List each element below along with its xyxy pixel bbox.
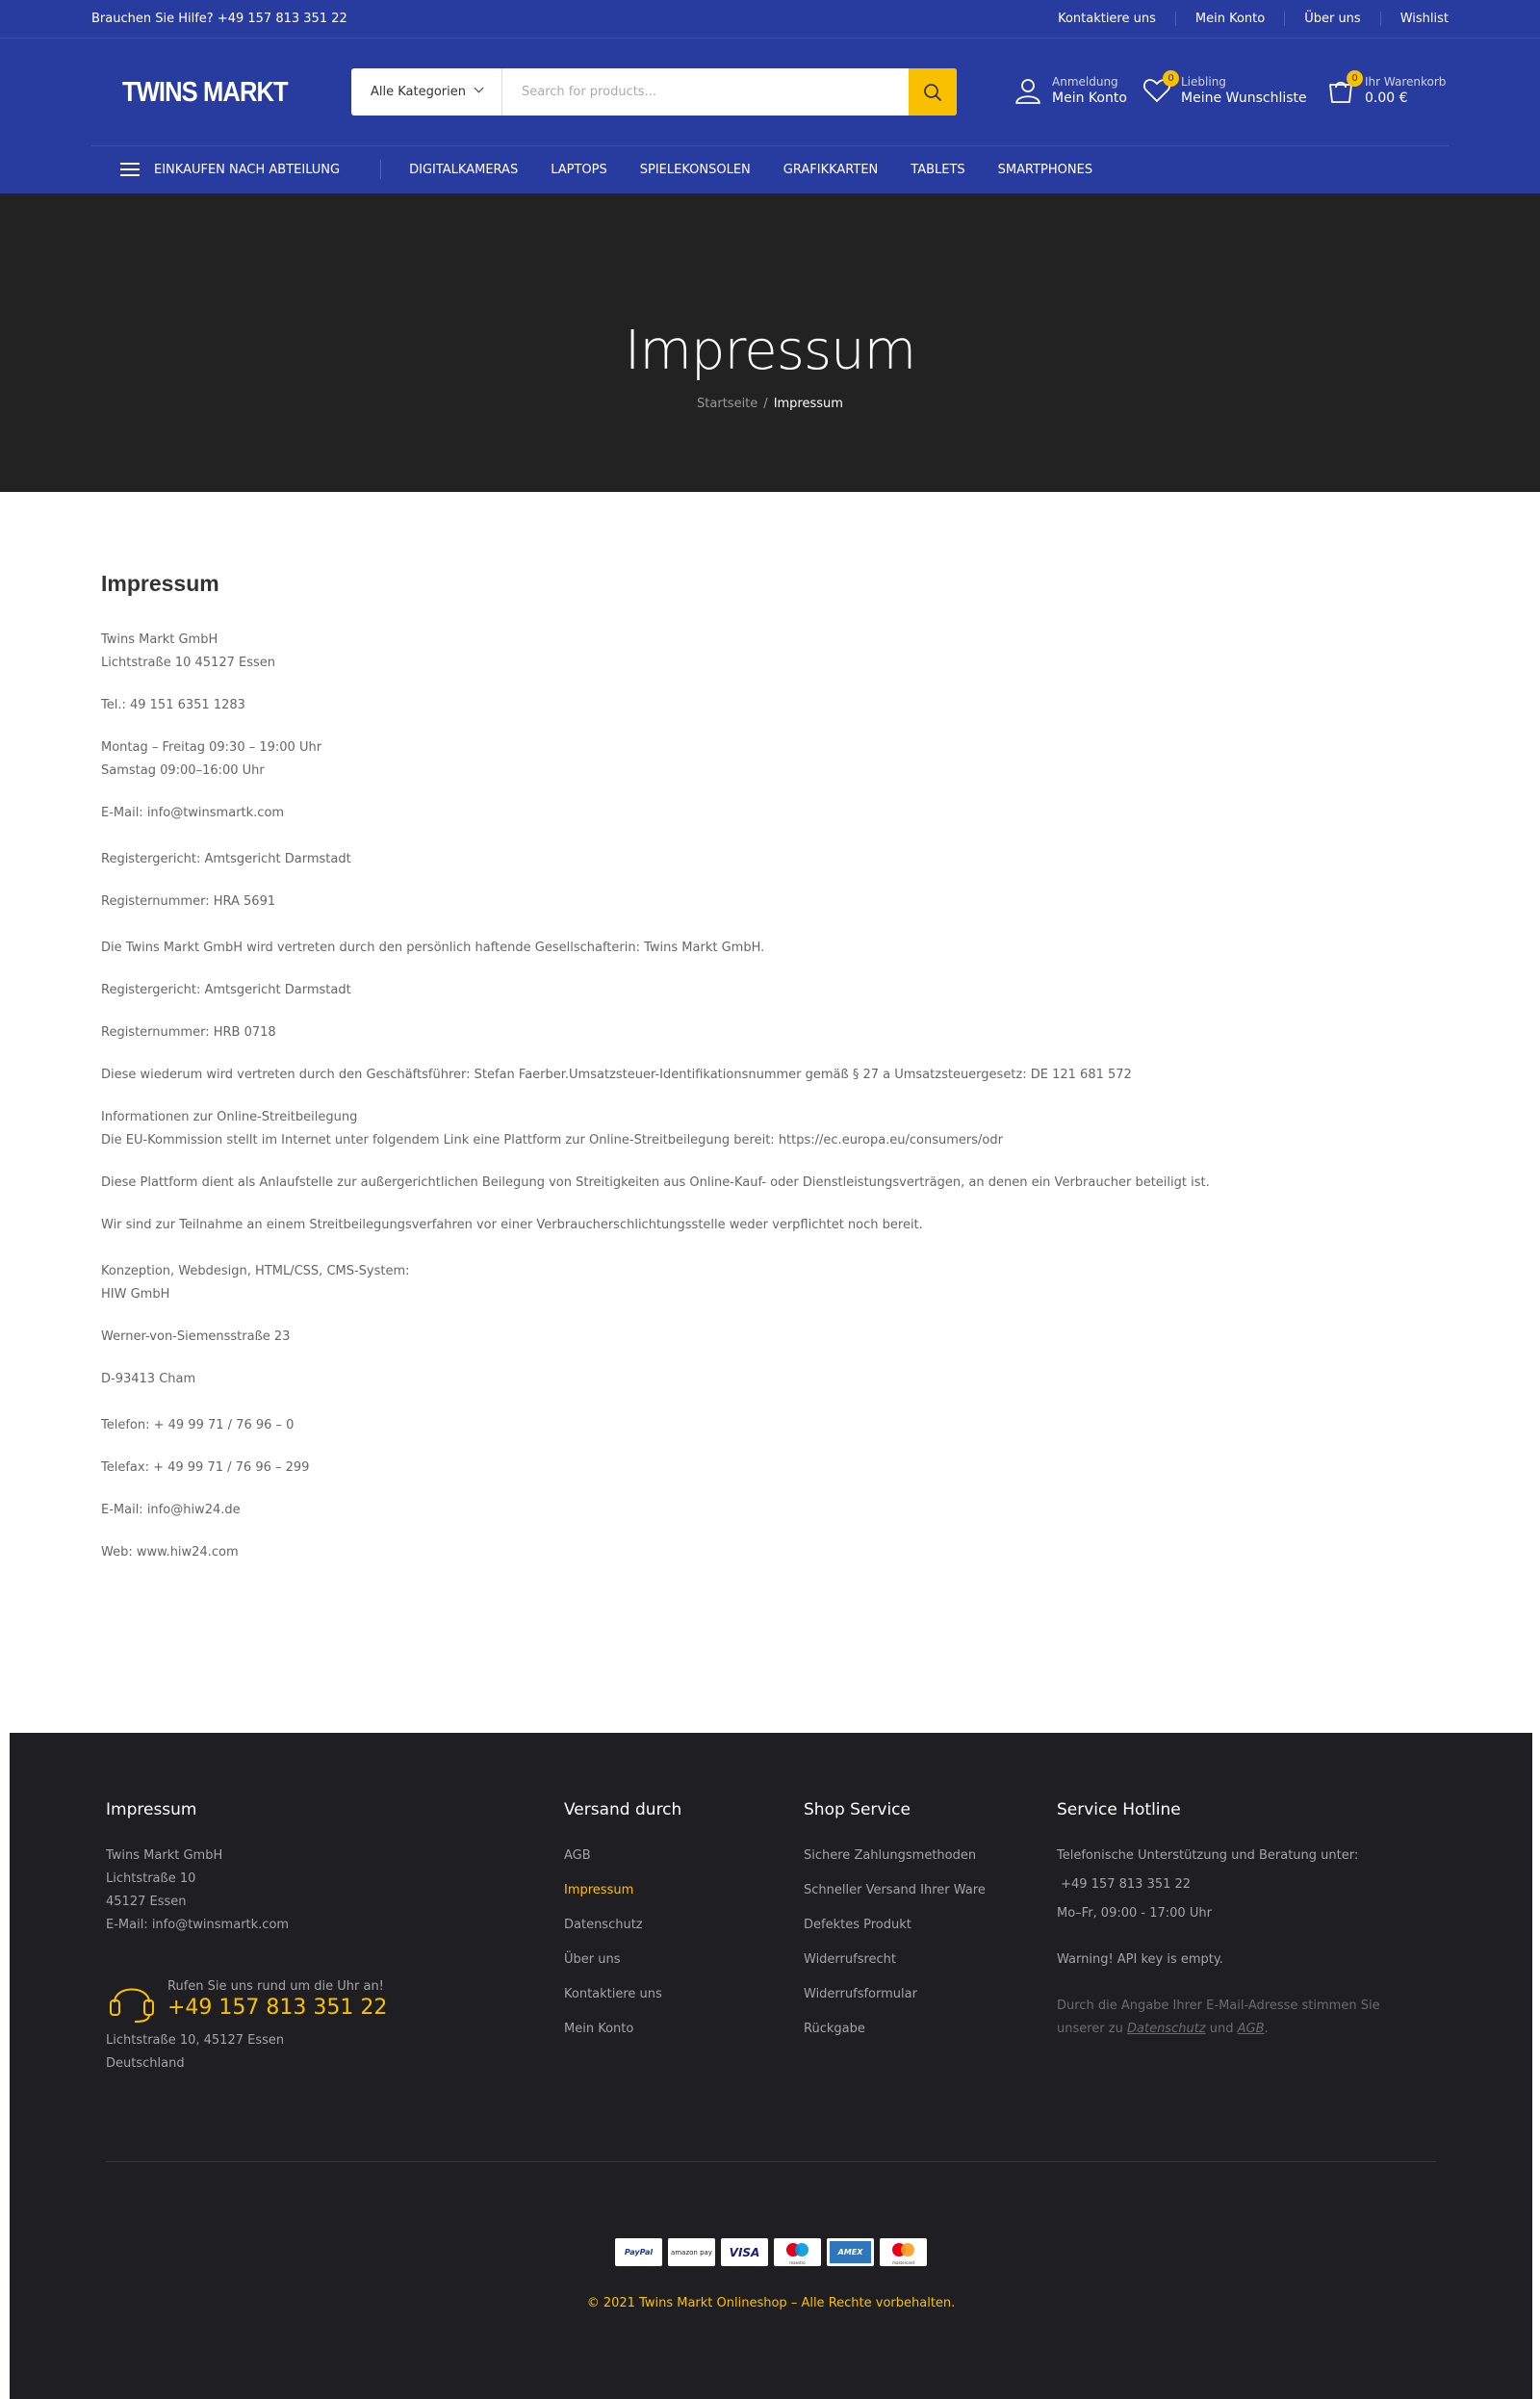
footer-link-shipping[interactable]: Schneller Versand Ihrer Ware	[804, 1883, 986, 1897]
account-link[interactable]	[1014, 74, 1127, 107]
footer-link-withdrawal-form[interactable]: Widerrufsformular	[804, 1987, 917, 2001]
footer-link-about[interactable]: Über uns	[564, 1952, 621, 1967]
wishlist-link[interactable]	[1142, 74, 1307, 107]
register-number-1: Registernummer: HRA 5691	[101, 894, 276, 909]
concept-title: Konzeption, Webdesign, HTML/CSS, CMS-System:	[101, 1264, 410, 1278]
concept-phone: Telefon: + 49 99 71 / 76 96 – 0	[101, 1418, 295, 1432]
footer	[10, 1733, 1532, 2399]
company-address: Lichtstraße 10 45127 Essen	[101, 656, 275, 670]
nav-item-laptops[interactable]: LAPTOPS	[551, 162, 607, 177]
copyright: © 2021 Twins Markt Onlineshop – Alle Rechte vorbehalten.	[586, 2296, 956, 2310]
amazon-pay-icon: amazon pay	[668, 2238, 715, 2266]
department-label: EINKAUFEN NACH ABTEILUNG	[154, 162, 341, 177]
footer-link-contact[interactable]: Kontaktiere uns	[564, 1987, 662, 2001]
footer-link-datenschutz[interactable]: Datenschutz	[564, 1918, 643, 1932]
nav-item-digitalkameras[interactable]: DIGITALKAMERAS	[409, 162, 519, 177]
footer-versand-title: Versand durch	[564, 1800, 682, 1819]
nav-item-grafikkarten[interactable]: GRAFIKKARTEN	[783, 162, 879, 177]
concept-block	[101, 1260, 1540, 1306]
headset-icon	[106, 1973, 158, 2025]
top-link-contact[interactable]: Kontaktiere uns	[1058, 12, 1156, 26]
newsletter-consent	[1057, 1995, 1403, 2041]
cart-total: 0.00 €	[1365, 90, 1408, 106]
breadcrumb-separator: /	[763, 397, 768, 411]
odr-title: Informationen zur Online-Streitbeilegung	[101, 1110, 358, 1124]
account-big: Mein Konto	[1052, 90, 1127, 106]
represented-text: Die Twins Markt GmbH wird vertreten durch den persönlich haftende Gesellschafterin: Twins Markt GmbH.	[101, 941, 765, 955]
footer-link-payment[interactable]: Sichere Zahlungsmethoden	[804, 1848, 977, 1863]
managing-director-text: Diese wiederum wird vertreten durch den Geschäftsführer: Stefan Faerber.Umsatzsteuer-Identifikationsnummer gemäß § 27 a Umsatzsteuergesetz: DE 121 681 572	[101, 1068, 1132, 1082]
address-block	[101, 629, 1540, 675]
register-court-1: Registergericht: Amtsgericht Darmstadt	[101, 852, 351, 866]
page-title: Impressum	[624, 320, 916, 382]
nav-item-smartphones[interactable]: SMARTPHONES	[997, 162, 1093, 177]
footer-link-impressum[interactable]: Impressum	[564, 1883, 634, 1897]
heart-icon	[1142, 73, 1174, 105]
footer-impressum-title: Impressum	[106, 1800, 197, 1819]
footer-col-shop-service	[804, 1800, 1035, 2052]
footer-address-line: Deutschland	[106, 2056, 185, 2071]
payment-methods	[10, 2238, 1532, 2266]
api-warning: Warning! API key is empty.	[1057, 1952, 1223, 1967]
wishlist-count-badge: 0	[1163, 70, 1179, 87]
register-number-2: Registernummer: HRB 0718	[101, 1025, 276, 1040]
help-text: Brauchen Sie Hilfe? +49 157 813 351 22	[91, 12, 347, 26]
footer-link-defective[interactable]: Defektes Produkt	[804, 1918, 911, 1932]
search-button[interactable]	[909, 68, 957, 116]
email-text: E-Mail: info@twinsmartk.com	[101, 806, 285, 820]
phone-text: Tel.: 49 151 6351 1283	[101, 698, 245, 712]
main-nav	[0, 145, 1540, 193]
department-menu-button[interactable]	[120, 160, 381, 179]
hotline-number[interactable]: +49 157 813 351 22	[167, 1996, 388, 2020]
mastercard-icon: mastercard	[880, 2238, 927, 2266]
cart-link[interactable]	[1326, 74, 1446, 107]
top-bar	[0, 0, 1540, 39]
footer-link-agb[interactable]: AGB	[564, 1848, 591, 1863]
nav-item-spielekonsolen[interactable]: SPIELEKONSOLEN	[639, 162, 751, 177]
concept-street: Werner-von-Siemensstraße 23	[101, 1329, 291, 1344]
chevron-down-icon	[475, 84, 484, 93]
account-small: Anmeldung	[1052, 75, 1118, 89]
breadcrumb-home[interactable]: Startseite	[697, 397, 758, 411]
breadcrumb-current: Impressum	[773, 397, 843, 411]
main-content	[0, 492, 1540, 1733]
hours-block	[101, 736, 1540, 783]
footer-hotline	[106, 1973, 510, 2025]
service-hotline-hours: Mo–Fr, 09:00 - 17:00 Uhr	[1057, 1906, 1212, 1921]
odr-text: Die EU-Kommission stellt im Internet unter folgendem Link eine Plattform zur Online-Streitbeilegung bereit: https://ec.europa.eu/consumers/odr	[101, 1133, 1003, 1148]
service-hotline-phone: +49 157 813 351 22	[1057, 1877, 1192, 1892]
participation-text: Wir sind zur Teilnahme an einem Streitbeilegungsverfahren vor einer Verbraucherschlichtungsstelle weder verpflichtet noch bereit.	[101, 1218, 923, 1232]
odr-block	[101, 1106, 1540, 1152]
hamburger-icon	[120, 163, 140, 176]
user-icon	[1014, 76, 1042, 105]
consent-mid: und	[1209, 2022, 1234, 2036]
paypal-icon: PayPal	[615, 2238, 662, 2266]
nav-item-tablets[interactable]: TABLETS	[911, 162, 965, 177]
category-select-label: Alle Kategorien	[371, 85, 467, 99]
footer-col-versand	[564, 1800, 776, 2052]
service-hotline-line1: Telefonische Unterstützung und Beratung unter:	[1057, 1848, 1359, 1863]
footer-divider	[106, 2161, 1436, 2162]
concept-email: E-Mail: info@hiw24.de	[101, 1503, 241, 1517]
hours-weekday: Montag – Freitag 09:30 – 19:00 Uhr	[101, 740, 322, 755]
logo[interactable]: TWINS MARKT	[122, 77, 288, 108]
top-link-about[interactable]: Über uns	[1284, 12, 1380, 26]
maestro-icon: maestro	[774, 2238, 821, 2266]
footer-impressum-line: E-Mail: info@twinsmartk.com	[106, 1918, 290, 1932]
footer-address-line: Lichtstraße 10, 45127 Essen	[106, 2033, 285, 2048]
breadcrumb	[0, 397, 1540, 411]
search-input[interactable]	[502, 68, 909, 116]
visa-icon: VISA	[721, 2238, 768, 2266]
footer-service-hotline-title: Service Hotline	[1057, 1800, 1181, 1819]
footer-shop-service-title: Shop Service	[804, 1800, 911, 1819]
search-icon	[923, 83, 942, 102]
content-heading: Impressum	[101, 571, 219, 596]
footer-impressum-line: Lichtstraße 10	[106, 1871, 196, 1886]
consent-end: .	[1264, 2022, 1269, 2036]
footer-link-account[interactable]: Mein Konto	[564, 2022, 634, 2036]
concept-city: D-93413 Cham	[101, 1372, 196, 1386]
top-links	[1039, 12, 1449, 26]
cart-count-badge: 0	[1347, 70, 1363, 87]
category-select[interactable]	[351, 68, 502, 116]
header	[0, 39, 1540, 145]
search-bar	[351, 68, 957, 116]
consent-agb-link[interactable]: AGB	[1237, 2022, 1265, 2036]
footer-impressum-line: Twins Markt GmbH	[106, 1848, 223, 1863]
top-link-wishlist[interactable]: Wishlist	[1380, 12, 1449, 26]
concept-fax: Telefax: + 49 99 71 / 76 96 – 299	[101, 1460, 310, 1475]
hotline-label: Rufen Sie uns rund um die Uhr an!	[167, 1979, 384, 1994]
consent-datenschutz-link[interactable]: Datenschutz	[1127, 2022, 1206, 2036]
footer-col-impressum	[106, 1800, 510, 2076]
footer-link-withdrawal-right[interactable]: Widerrufsrecht	[804, 1952, 897, 1967]
hours-saturday: Samstag 09:00–16:00 Uhr	[101, 763, 265, 778]
page-hero	[0, 193, 1540, 492]
consent-pre: Durch die Angabe Ihrer E-Mail-Adresse stimmen Sie unserer zu	[1057, 1999, 1380, 2036]
concept-web: Web: www.hiw24.com	[101, 1545, 239, 1560]
footer-link-return[interactable]: Rückgabe	[804, 2022, 865, 2036]
top-link-account[interactable]: Mein Konto	[1175, 12, 1284, 26]
concept-company: HIW GmbH	[101, 1287, 170, 1302]
wishlist-small: Liebling	[1181, 75, 1226, 89]
wishlist-big: Meine Wunschliste	[1181, 90, 1307, 106]
amex-icon: AMEX	[827, 2238, 874, 2266]
platform-text: Diese Plattform dient als Anlaufstelle zur außergerichtlichen Beilegung von Streitigkeiten aus Online-Kauf- oder Dienstleistungsverträgen, an denen ein Verbraucher beteiligt ist.	[101, 1175, 1210, 1190]
footer-col-service-hotline	[1057, 1800, 1403, 2041]
cart-small: Ihr Warenkorb	[1365, 75, 1447, 89]
cart-bag-icon	[1326, 73, 1358, 105]
company-name: Twins Markt GmbH	[101, 632, 218, 647]
footer-impressum-line: 45127 Essen	[106, 1895, 187, 1909]
register-court-2: Registergericht: Amtsgericht Darmstadt	[101, 983, 351, 997]
